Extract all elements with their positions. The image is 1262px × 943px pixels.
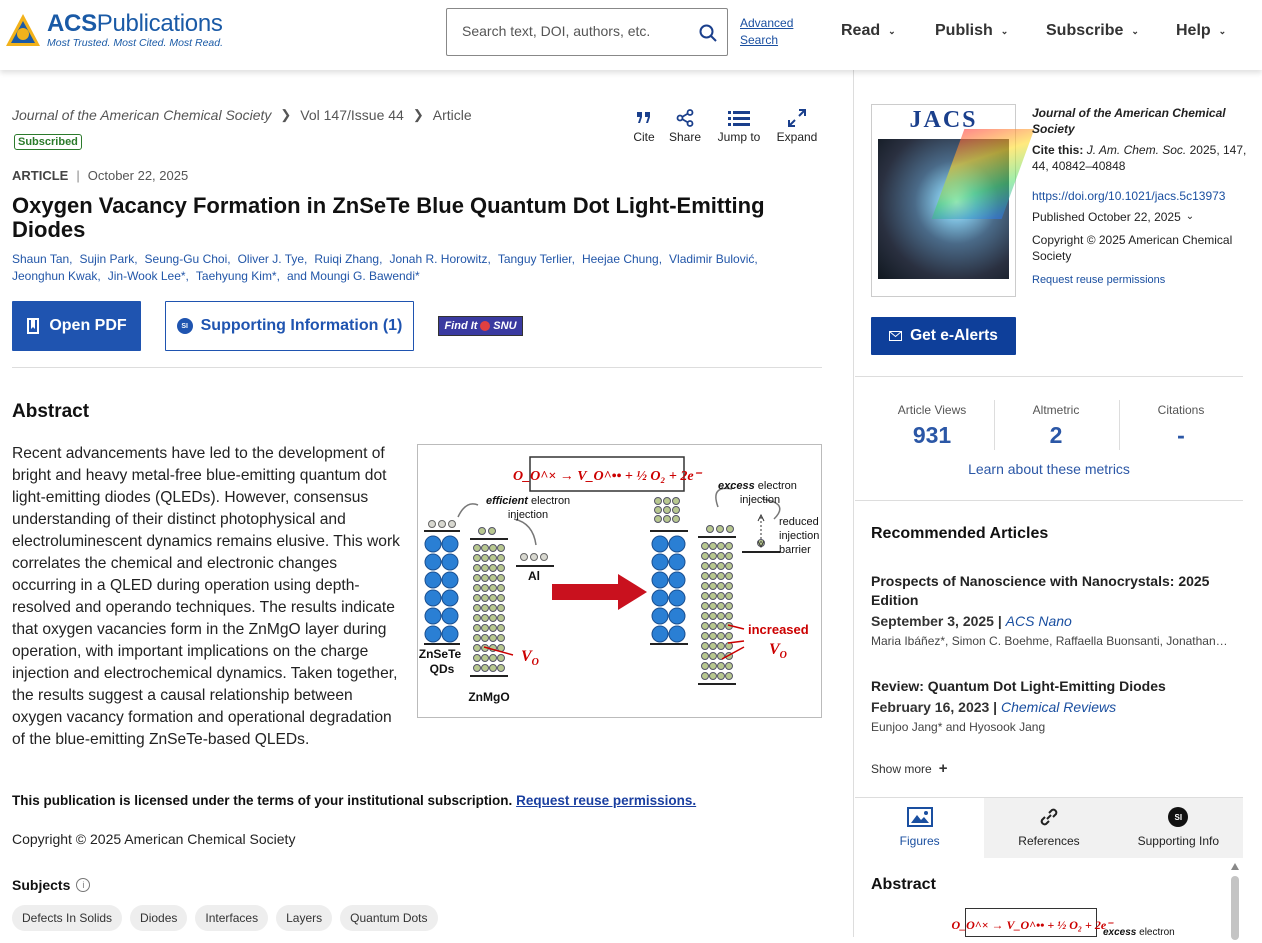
author-link[interactable]: Ruiqi Zhang,	[314, 252, 383, 266]
search-input[interactable]	[462, 23, 682, 39]
metric-article-views: Article Views 931	[897, 403, 967, 448]
plus-icon: +	[938, 760, 948, 777]
svg-text:ZnSeTe: ZnSeTe	[418, 647, 462, 661]
subject-chip[interactable]: Quantum Dots	[340, 905, 437, 931]
subject-chip[interactable]: Diodes	[130, 905, 187, 931]
author-link[interactable]: Vladimir Bulović,	[669, 252, 758, 266]
svg-text:O_O^× → V_O^•• + ½ O₂ + 2e⁻: O_O^× → V_O^•• + ½ O₂ + 2e⁻	[951, 918, 1113, 932]
divider	[12, 367, 822, 368]
search-icon[interactable]	[699, 24, 717, 47]
pdf-icon	[26, 318, 40, 334]
svg-text:Al: Al	[528, 569, 540, 583]
znmgo-layer-left	[470, 528, 508, 677]
request-reuse-link[interactable]: Request reuse permissions.	[516, 793, 697, 808]
tab-figures[interactable]: Figures	[855, 798, 984, 858]
author-link[interactable]: Jeonghun Kwak,	[12, 269, 101, 283]
author-link[interactable]: and Moungi G. Bawendi*	[286, 269, 420, 283]
nav-subscribe[interactable]: Subscribe ⌄	[1046, 22, 1139, 39]
author-link[interactable]: Shaun Tan,	[12, 252, 73, 266]
recommended-article[interactable]: Review: Quantum Dot Light-Emitting Diodes February 16, 2023 | Chemical Reviews Eunjoo Jang* and Hyosook Jang	[871, 678, 1166, 734]
list-icon	[715, 106, 763, 130]
qd-stack-right	[650, 498, 688, 645]
chevron-down-icon: ⌄	[1218, 25, 1227, 36]
acs-emblem-icon	[4, 12, 42, 48]
chevron-right-icon: ❯	[280, 107, 292, 122]
journal-info	[1032, 105, 1247, 288]
si-icon: SI	[1168, 807, 1188, 827]
si-icon: SI	[177, 318, 193, 334]
nav-publish[interactable]: Publish ⌄	[935, 22, 1009, 39]
snu-logo-icon	[480, 321, 490, 331]
metric-altmetric[interactable]: Altmetric 2	[1032, 403, 1080, 448]
article-meta: ARTICLE | October 22, 2025	[12, 168, 189, 183]
jump-to-button[interactable]: Jump to	[715, 106, 763, 144]
link-icon	[984, 806, 1113, 828]
expand-icon	[776, 106, 818, 130]
mail-icon	[889, 331, 902, 341]
logo-tagline: Most Trusted. Most Cited. Most Read.	[47, 37, 224, 49]
cover-title: JACS	[909, 107, 978, 133]
svg-text:barrier: barrier	[779, 544, 811, 556]
abstract-heading: Abstract	[12, 401, 90, 422]
site-header	[0, 0, 1262, 70]
article-title: Oxygen Vacancy Formation in ZnSeTe Blue Quantum Dot Light-Emitting Diodes	[12, 193, 765, 242]
toc-thumbnail[interactable]	[951, 908, 1113, 937]
arrow-right-icon	[552, 574, 647, 610]
doi-link[interactable]: https://doi.org/10.1021/jacs.5c13973	[1032, 189, 1226, 203]
sidebar-tabs	[855, 798, 1243, 858]
svg-text:VO: $V_O$	[521, 648, 539, 668]
subject-chip[interactable]: Interfaces	[195, 905, 268, 931]
cite-button[interactable]: Cite	[630, 106, 658, 144]
tab-references[interactable]: References	[984, 798, 1113, 858]
author-link[interactable]: Jonah R. Horowitz,	[389, 252, 491, 266]
author-link[interactable]: Seung-Gu Choi,	[144, 252, 231, 266]
nav-read[interactable]: Read ⌄	[841, 22, 896, 39]
reuse-permissions-link[interactable]: Request reuse permissions	[1032, 274, 1166, 286]
chevron-down-icon: ⌄	[1185, 211, 1195, 222]
search-box	[446, 8, 728, 56]
author-link[interactable]: Oliver J. Tye,	[237, 252, 308, 266]
chevron-down-icon: ⌄	[888, 25, 896, 36]
show-more-button[interactable]: Show more +	[871, 760, 948, 777]
get-e-alerts-button[interactable]: Get e-Alerts	[871, 317, 1016, 355]
qd-stack-left	[424, 521, 460, 645]
author-list	[12, 251, 812, 285]
article-main	[0, 70, 854, 937]
journal-name: Journal of the American Chemical Society	[1032, 106, 1226, 136]
published-date[interactable]: Published October 22, 2025 ⌄	[1032, 210, 1195, 224]
svg-text:excess electron: excess electron	[718, 480, 797, 492]
author-link[interactable]: Taehyung Kim*,	[195, 269, 280, 283]
advanced-search-link[interactable]: Advanced Search	[740, 16, 794, 47]
znmgo-layer-right	[698, 526, 736, 685]
share-icon	[667, 106, 703, 130]
sidebar-abstract-heading: Abstract	[871, 876, 936, 893]
svg-text:injection: injection	[779, 530, 820, 542]
svg-text:reduced: reduced	[779, 516, 819, 528]
supporting-information-button[interactable]: SI Supporting Information (1)	[165, 301, 414, 351]
svg-text:VO: $V_O$	[769, 641, 787, 661]
svg-text:injection: injection	[507, 509, 549, 521]
nav-help[interactable]: Help ⌄	[1176, 22, 1227, 39]
svg-text:efficient electron: efficient electron	[486, 495, 571, 507]
svg-text:QDs: QDs	[429, 662, 455, 676]
image-icon	[855, 806, 984, 828]
abstract-text: Recent advancements have led to the development of bright and heavy metal-free blue-emitting quantum dot light-emitting diodes (QLEDs). However, consensus understanding of their distinct photophysical and electroluminescent dynamics remains elusive. This work correlates the chemical and electronic changes occurring in a QLED during operation using depth-resolved and operando techniques. The results indicate that oxygen vacancies form in the ZnMgO layer during operation, with important implications on the charge injection and electrochemical dynamics. Taken together, the results suggest a causal relationship between oxygen vacancy formation and operational degradation of the blue-emitting ZnSeTe-based QLEDs.	[12, 445, 400, 748]
divider	[855, 500, 1243, 501]
toc-graphic[interactable]	[417, 444, 822, 718]
recommended-heading: Recommended Articles	[871, 525, 1049, 542]
tab-supporting-info[interactable]: SI Supporting Info	[1114, 798, 1243, 858]
svg-text:increased: increased	[748, 622, 809, 637]
scroll-up-icon[interactable]	[1231, 863, 1239, 870]
subject-chip[interactable]: Layers	[276, 905, 332, 931]
svg-text:injection: injection	[739, 494, 781, 506]
subject-chips	[12, 905, 446, 931]
author-link[interactable]: Tanguy Terlier,	[497, 252, 575, 266]
acs-logo[interactable]	[4, 12, 223, 49]
journal-cover-image[interactable]	[871, 104, 1016, 297]
chevron-right-icon: ❯	[412, 107, 424, 122]
divider	[855, 376, 1243, 377]
subscribed-badge: Subscribed	[14, 134, 82, 150]
toc-thumbnail-caption: excess electron	[1103, 927, 1175, 938]
quote-icon	[630, 106, 658, 130]
info-icon[interactable]: i	[76, 878, 90, 892]
breadcrumb-issue[interactable]: Vol 147/Issue 44	[300, 107, 404, 123]
cover-art	[878, 139, 1009, 279]
sidebar	[855, 70, 1262, 937]
svg-text:ZnMgO: ZnMgO	[468, 690, 510, 704]
learn-metrics-link[interactable]: Learn about these metrics	[968, 461, 1130, 477]
author-link[interactable]: Heejae Chung,	[581, 252, 663, 266]
toc-equation: O_O^× → V_O^•• + ½ O₂ + 2e⁻	[513, 469, 701, 484]
breadcrumb	[12, 107, 472, 123]
metric-citations: Citations -	[1157, 403, 1205, 448]
share-button[interactable]: Share	[667, 106, 703, 144]
subjects-heading: Subjects i	[12, 877, 90, 893]
breadcrumb-journal[interactable]: Journal of the American Chemical Society	[12, 107, 272, 123]
author-link[interactable]: Sujin Park,	[79, 252, 138, 266]
sidebar-scrollbar[interactable]	[1231, 863, 1239, 937]
copyright-text: Copyright © 2025 American Chemical Society	[12, 831, 296, 847]
expand-button[interactable]: Expand	[776, 106, 818, 144]
subject-chip[interactable]: Defects In Solids	[12, 905, 122, 931]
sidebar-copyright: Copyright © 2025 American Chemical Society	[1032, 233, 1233, 263]
author-link[interactable]: Jin-Wook Lee*,	[107, 269, 189, 283]
open-pdf-button[interactable]: Open PDF	[12, 301, 141, 351]
find-it-snu-button[interactable]: Find It SNU	[438, 316, 523, 336]
chevron-down-icon: ⌄	[1131, 25, 1139, 36]
citation: Cite this: J. Am. Chem. Soc. 2025, 147, 44, 40842–40848	[1032, 143, 1247, 173]
breadcrumb-type: Article	[432, 107, 472, 123]
chevron-down-icon: ⌄	[1000, 25, 1009, 36]
recommended-article[interactable]: Prospects of Nanoscience with Nanocrystals: 2025 Edition September 3, 2025 | ACS Nano Maria Ibáñez*, Simon C. Boehme, Raffaella Buonsanti, Jonathan…	[871, 573, 1228, 648]
license-notice: This publication is licensed under the terms of your institutional subscription. Request reuse permissions.	[12, 793, 697, 808]
logo-name: ACSPublications	[47, 10, 223, 37]
